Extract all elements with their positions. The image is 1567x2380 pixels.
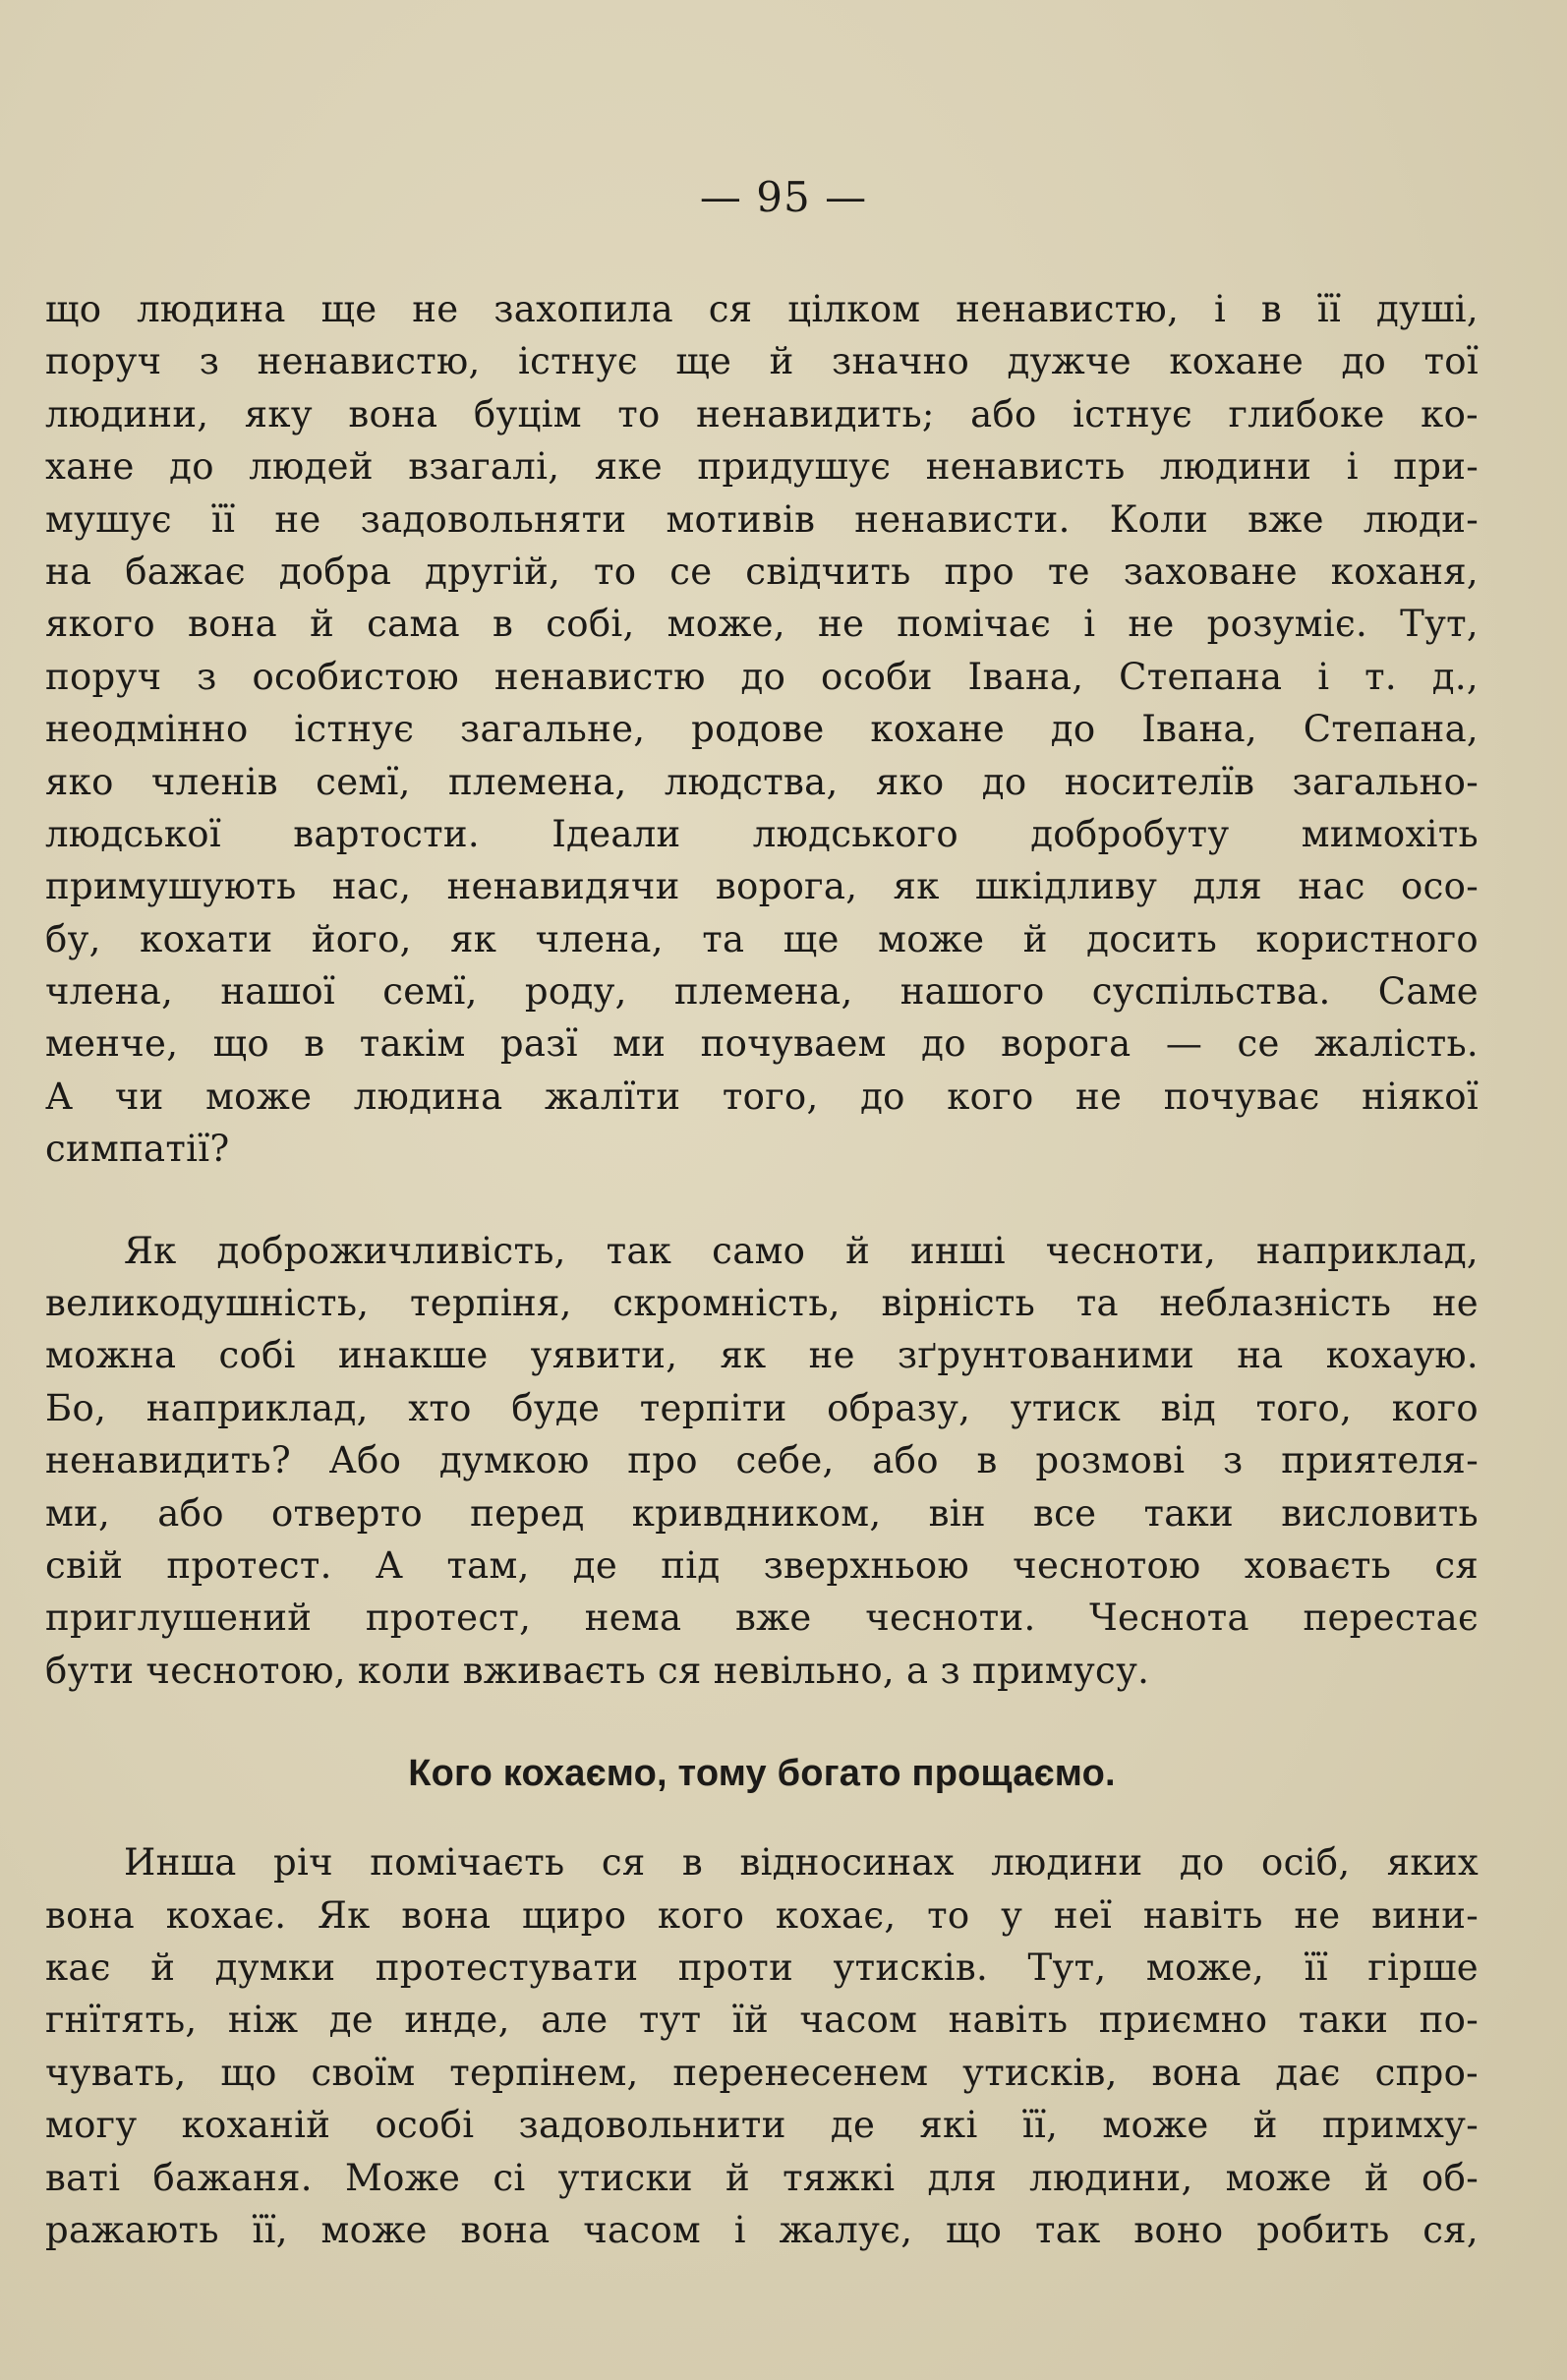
text-line: ненавидить? Або думкою про себе, або в розмові з приятеля- (45, 1439, 1479, 1482)
text-line: людини, яку вона буцім то ненавидить; або істнує глибоке ко- (45, 392, 1479, 435)
text-line: чувать, що своїм терпінем, перенесенем утисків, вона дає спро- (45, 2051, 1479, 2094)
text-line: поруч з ненавистю, істнує ще й значно дужче кохане до тої (45, 340, 1479, 383)
text-line: що людина ще не захопила ся цілком ненавистю, і в її душі, (45, 288, 1479, 330)
paragraph-3 (45, 1836, 1479, 2256)
paragraph-2 (45, 1225, 1479, 1698)
text-line: гнїтять, ніж де инде, але тут їй часом навіть приємно таки по- (45, 1999, 1479, 2042)
text-line: поруч з особистою ненавистю до особи Івана, Степана і т. д., (45, 655, 1479, 698)
text-line: кає й думки протестувати проти утисків. Тут, може, її гірше (45, 1945, 1479, 1989)
page-number: — 95 — (699, 173, 868, 221)
text-line: Бо, наприклад, хто буде терпіти образу, утиск від того, кого (45, 1386, 1479, 1429)
text-line: вона кохає. Як вона щиро кого кохає, то у неї навіть не вини- (45, 1893, 1479, 1937)
text-line: ми, або отверто перед кривдником, він все таки висловить (45, 1491, 1479, 1535)
text-line: ваті бажаня. Може сі утиски й тяжкі для людини, може й об- (45, 2156, 1479, 2199)
text-line: неодмінно істнує загальне, родове кохане до Івана, Степана, (45, 708, 1479, 751)
text-line: симпатії? (45, 1128, 230, 1171)
text-line: ражають її, може вона часом і жалує, що так воно робить ся, (45, 2208, 1479, 2251)
text-line: великодушність, терпіня, скромність, вірність та неблазність не (45, 1282, 1479, 1325)
page-body (45, 283, 1479, 2256)
text-line: приглушений протест, нема вже чесноти. Чеснота перестає (45, 1596, 1479, 1640)
text-line: могу коханій особі задовольнити де які її, може й примху- (45, 2104, 1479, 2147)
text-line: примушують нас, ненавидячи ворога, як шкідливу для нас осо- (45, 865, 1479, 908)
text-line: можна собі инакше уявити, як не зґрунтованими на кохаyю. (45, 1334, 1479, 1377)
text-line: члена, нашої семї, роду, племена, нашого суспільства. Саме (45, 970, 1479, 1014)
text-line: яко членів семї, племена, людства, яко до носителїв загально- (45, 760, 1479, 803)
text-line: хане до людей взагалі, яке придушує ненависть людини і при- (45, 445, 1479, 489)
section-heading: Кого кохаємо, тому богато прощаємо. (408, 1753, 1116, 1795)
text-line: А чи може людина жалїти того, до кого не почуває ніякої (45, 1074, 1479, 1118)
text-line: бути чеснотою, коли вживаєть ся невільно, а з примусу. (45, 1649, 1150, 1692)
text-line: менче, що в такім разї ми почуваем до ворога — се жалість. (45, 1022, 1479, 1066)
text-line: Инша річ помічаєть ся в відносинах людини до осіб, яких (124, 1841, 1479, 1885)
text-line: Як доброжичливість, так само й инші чесноти, наприклад, (124, 1229, 1479, 1272)
text-line: якого вона й сама в собі, може, не помічає і не розуміє. Тут, (45, 603, 1479, 646)
text-line: на бажає добра другій, то се свідчить про те заховане коханя, (45, 550, 1479, 593)
text-line: бу, кохати його, як члена, та ще може й досить користного (45, 917, 1479, 960)
text-line: людської вартости. Ідеали людського добробуту мимохіть (45, 812, 1479, 855)
text-line: мушує її не задовольняти мотивів ненависти. Коли вже люди- (45, 497, 1479, 541)
paragraph-1 (45, 283, 1479, 1176)
text-line: свій протест. А там, де під зверхньою чеснотою ховаєть ся (45, 1543, 1479, 1587)
